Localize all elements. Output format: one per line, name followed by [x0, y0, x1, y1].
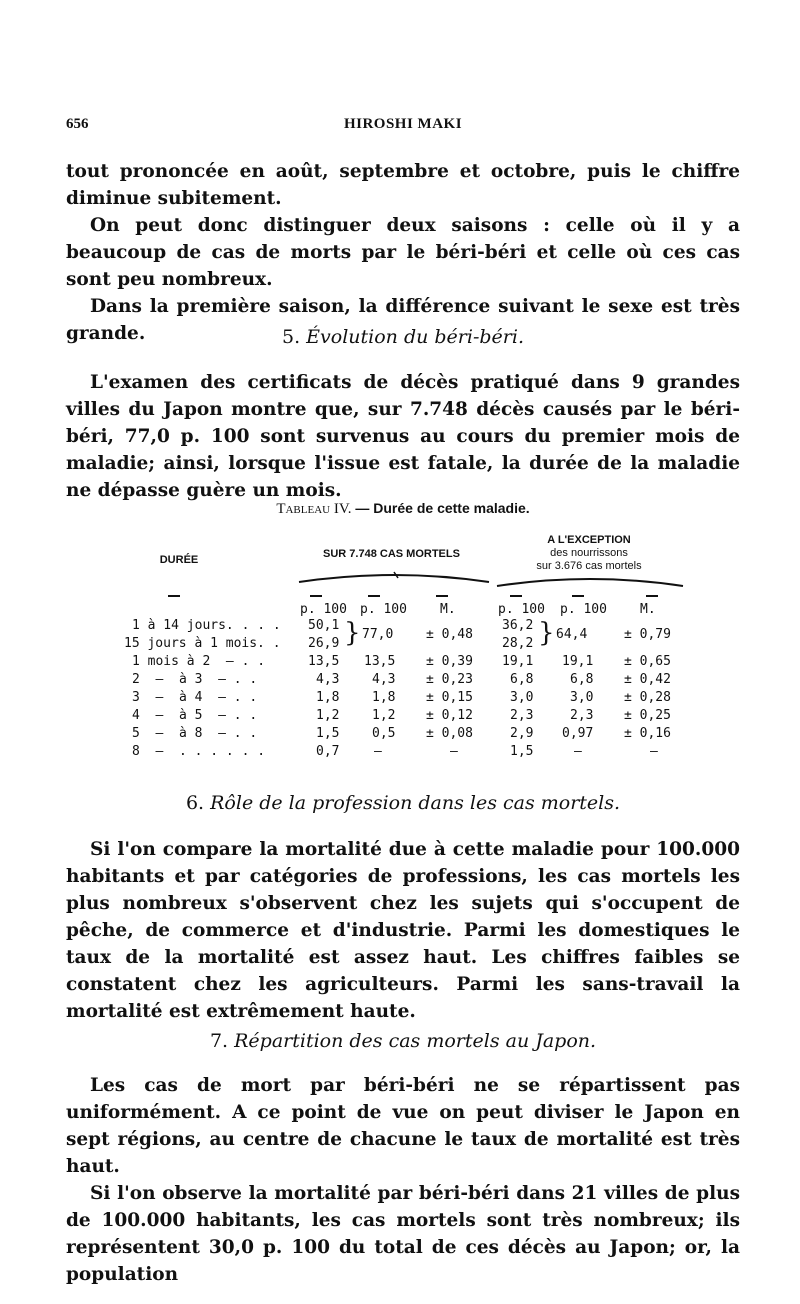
table-cell: 1,5 — [316, 726, 340, 741]
section-heading-5 — [66, 326, 740, 348]
table-cell: 6,8 — [510, 672, 534, 687]
paragraph: Si l'on observe la mortalité par béri-béri dans 21 villes de plus de 100.000 habitants, les cas mortels sont très nombreux; ils représentent 30,0 p. 100 du total de ces décès au Japon; or, la population — [66, 1183, 740, 1285]
brace: } — [344, 618, 361, 648]
paragraph: tout prononcée en août, septembre et octobre, puis le chiffre diminue subitement. — [66, 161, 740, 209]
unit-label: p. 100 — [360, 602, 407, 617]
paragraph: L'examen des certificats de décès pratiqué dans 9 grandes villes du Japon montre que, sur 7.748 décès causés par le béri-béri, 77,0 p. 100 sont survenus au cours du premier mois de maladie; ainsi, lorsque l'issue est fatale, la durée de la maladie ne dépasse guère un mois. — [66, 372, 740, 501]
unit-label: M. — [640, 602, 656, 617]
table-cell: 19,1 — [562, 654, 594, 669]
table-cell: 0,7 — [316, 744, 340, 759]
table-caption-title: — Durée de cette maladie. — [355, 500, 530, 516]
dash-rule — [436, 595, 448, 597]
dash-rule — [646, 595, 658, 597]
row-label: 8 — . . . . . . — [132, 744, 266, 759]
dash-rule — [368, 595, 380, 597]
table-cell: 3,0 — [570, 690, 594, 705]
table-cell: ± 0,16 — [624, 726, 671, 741]
table-cell: ± 0,65 — [624, 654, 671, 669]
table-cell: 1,2 — [372, 708, 396, 723]
table-cell: 1,8 — [372, 690, 396, 705]
header-brace-right — [492, 568, 688, 592]
table-cell: 2,3 — [510, 708, 534, 723]
table-cell: 50,1 — [308, 618, 340, 633]
table-cell: 1,2 — [316, 708, 340, 723]
section-number: 5. — [281, 326, 301, 348]
table-cell: 1,8 — [316, 690, 340, 705]
text-block-1 — [66, 158, 740, 347]
table-cell: 28,2 — [502, 636, 534, 651]
table-cell: ± 0,23 — [426, 672, 473, 687]
table-cell: 1,5 — [510, 744, 534, 759]
table-cell: ± 0,28 — [624, 690, 671, 705]
table-cell: 2,9 — [510, 726, 534, 741]
table-cell: 4,3 — [316, 672, 340, 687]
row-label: 15 jours à 1 mois. . — [124, 636, 281, 651]
running-title: HIROSHI MAKI — [343, 116, 463, 132]
table-cell: 36,2 — [502, 618, 534, 633]
merged-cell: ± 0,48 — [426, 627, 473, 642]
section-heading-7 — [66, 1030, 740, 1052]
text-block-4 — [66, 1072, 740, 1288]
col-header-exception-2: des nourrissons — [550, 547, 628, 559]
text-block-3 — [66, 836, 740, 1025]
paragraph: On peut donc distinguer deux saisons : celle où il y a beaucoup de cas de morts par le béri-béri et celle où ces cas sont peu nombreux. — [66, 215, 740, 290]
section-title: Évolution du béri-béri. — [306, 326, 524, 348]
unit-label: p. 100 — [560, 602, 607, 617]
row-label: 5 — à 8 — . . — [132, 726, 258, 741]
row-label: 3 — à 4 — . . — [132, 690, 258, 705]
table-caption — [66, 500, 740, 518]
dash-rule — [572, 595, 584, 597]
table-cell: 4,3 — [372, 672, 396, 687]
table-cell: ± 0,42 — [624, 672, 671, 687]
table-cell: 2,3 — [570, 708, 594, 723]
table-cell: 0,5 — [372, 726, 396, 741]
col-header-sur: SUR 7.748 CAS MORTELS — [323, 548, 460, 560]
table-cell: 26,9 — [308, 636, 340, 651]
table-cell: — — [374, 744, 382, 759]
merged-cell: 64,4 — [556, 627, 588, 642]
table-cell: 19,1 — [502, 654, 534, 669]
table-caption-prefix: Tableau IV. — [276, 501, 352, 517]
table-cell: ± 0,25 — [624, 708, 671, 723]
duration-table — [124, 528, 684, 768]
table-cell: ± 0,08 — [426, 726, 473, 741]
dash-rule — [168, 595, 180, 597]
unit-label: p. 100 — [498, 602, 545, 617]
paragraph: Si l'on compare la mortalité due à cette maladie pour 100.000 habitants et par catégories de professions, les cas mortels les plus nombreux s'observent chez les sujets qui s'occupent de pêche, de commerce et d'industrie. Parmi les domestiques le taux de la mortalité est assez haut. Les chiffres faibles se constatent chez les agriculteurs. Parmi les sans-travail la mortalité est extrêmement haute. — [66, 839, 740, 1022]
row-label: 1 mois à 2 — . . — [132, 654, 266, 669]
page-number: 656 — [66, 116, 89, 132]
row-label: 1 à 14 jours. . . . — [132, 618, 281, 633]
col-header-exception-1: A L'EXCEPTION — [547, 534, 631, 546]
header-brace-left — [294, 564, 494, 588]
section-number: 6. — [185, 792, 205, 814]
table-cell: ± 0,39 — [426, 654, 473, 669]
dash-rule — [310, 595, 322, 597]
table-cell: 0,97 — [562, 726, 594, 741]
table-cell: 13,5 — [364, 654, 396, 669]
table-cell: — — [650, 744, 658, 759]
table-cell: — — [450, 744, 458, 759]
table-cell: 6,8 — [570, 672, 594, 687]
section-title: Rôle de la profession dans les cas mortels. — [210, 792, 621, 814]
text-block-2 — [66, 369, 740, 504]
merged-cell: ± 0,79 — [624, 627, 671, 642]
table-cell: 3,0 — [510, 690, 534, 705]
dash-rule — [510, 595, 522, 597]
row-label: 4 — à 5 — . . — [132, 708, 258, 723]
paragraph: Dans la première saison, la différence suivant le sexe est très grande. — [66, 296, 740, 344]
table-cell: ± 0,15 — [426, 690, 473, 705]
section-number: 7. — [209, 1030, 229, 1052]
row-label: 2 — à 3 — . . — [132, 672, 258, 687]
unit-label: p. 100 — [300, 602, 347, 617]
brace: } — [538, 618, 555, 648]
table-cell: ± 0,12 — [426, 708, 473, 723]
unit-label: M. — [440, 602, 456, 617]
paragraph: Les cas de mort par béri-béri ne se répartissent pas uniformément. A ce point de vue on peut diviser le Japon en sept régions, au centre de chacune le taux de mortalité est très haut. — [66, 1075, 740, 1177]
running-header — [66, 116, 740, 140]
table-cell: — — [574, 744, 582, 759]
col-header-duree: DURÉE — [159, 554, 199, 566]
table-cell: 13,5 — [308, 654, 340, 669]
section-title: Répartition des cas mortels au Japon. — [234, 1030, 597, 1052]
col-header-exception-3: sur 3.676 cas mortels — [536, 560, 642, 572]
section-heading-6 — [66, 792, 740, 814]
merged-cell: 77,0 — [362, 627, 394, 642]
